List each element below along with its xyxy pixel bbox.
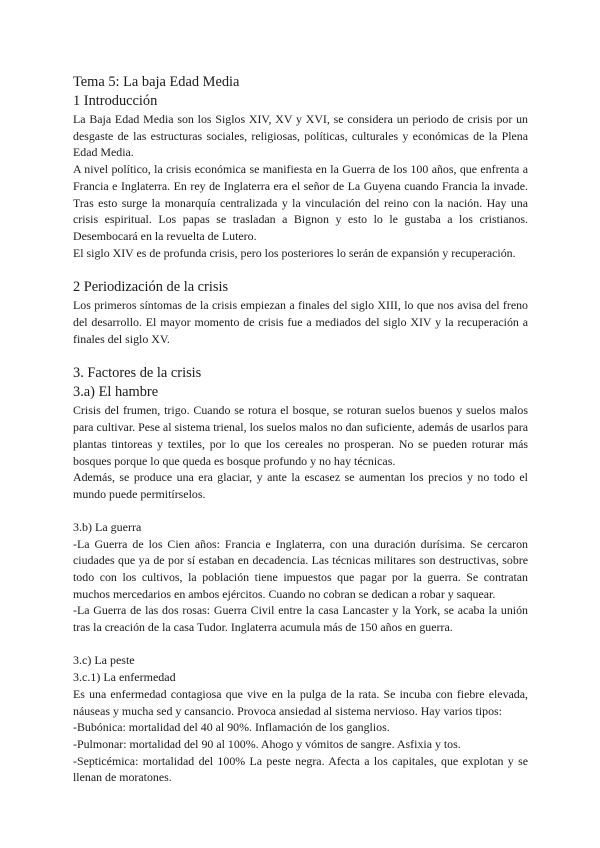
subsection-heading-hambre: 3.a) El hambre: [73, 384, 159, 401]
paragraph: La Baja Edad Media son los Siglos XIV, XV y XVI, se considera un periodo de crisis por un desgaste de las estructuras sociales, religiosas, políticas, culturales y económicas de la Plena Edad Media.: [73, 112, 528, 160]
paragraph: -La Guerra de los Cien años: Francia e Inglaterra, con una duración durísima. Se cercaron ciudades que ya de por sí estaban en decadencia. Las técnicas militares son destructivas, sobre todo con los cultivos, la población tiene impuestos que pagar por la guerra. Se contratan muchos mercedarios en ambos ejércitos. Cuando no cobran se dedican a robar y saquear.: [73, 536, 528, 601]
subsection-heading-guerra: 3.b) La guerra: [73, 519, 142, 534]
paragraph: Además, se produce una era glaciar, y ante la escasez se aumentan los precios y no todo el mundo puede permitírselos.: [73, 470, 528, 501]
list-item: -Pulmonar: mortalidad del 90 al 100%. Ahogo y vómitos de sangre. Asfixia y tos.: [73, 736, 461, 751]
paragraph: Es una enfermedad contagiosa que vive en la pulga de la rata. Se incuba con fiebre elevada, náuseas y mucha sed y cansancio. Provoca ansiedad al sistema nervioso. Hay varios tipos:: [73, 686, 528, 718]
paragraph: A nivel político, la crisis económica se manifiesta en la Guerra de los 100 años, que enfrenta a Francia e Inglaterra. En rey de Inglaterra era el señor de La Guyena cuando Francia la invade. Tras esto surge la monarquía centralizada y la vinculación del reino con la nación. Hay una crisis espiritual. Los papas se trasladan a Bignon y esto lo le gustaba a los cristianos. Desembocará en la revuelta de Lutero.: [73, 162, 528, 243]
subsection-heading-peste: 3.c) La peste: [73, 652, 135, 667]
section-heading-periodizacion: 2 Periodización de la crisis: [73, 279, 229, 296]
section-heading-factores: 3. Factores de la crisis: [73, 365, 202, 382]
paragraph: Los primeros síntomas de la crisis empiezan a finales del siglo XIII, lo que nos avisa del freno del desarrollo. El mayor momento de crisis fue a mediados del siglo XIV y la recuperación a finales del siglo XV.: [73, 298, 528, 346]
paragraph: Crisis del frumen, trigo. Cuando se rotura el bosque, se roturan suelos buenos y suelos malos para cultivar. Pese al sistema trienal, los suelos malos no dan suficiente, además de usarlos para plantas tintoreas y textiles, por lo que los cereales no prosperan. No se pueden roturar más bosques porque lo que queda es bosque profundo y no hay técnicas.: [73, 403, 528, 468]
paragraph: -La Guerra de las dos rosas: Guerra Civil entre la casa Lancaster y la York, se acaba la unión tras la creación de la casa Tudor. Inglaterra acumula más de 150 años en guerra.: [73, 603, 528, 635]
subsection-heading-enfermedad: 3.c.1) La enfermedad: [73, 669, 176, 684]
paragraph: El siglo XIV es de profunda crisis, pero los posteriores lo serán de expansión y recuperación.: [73, 245, 516, 260]
list-item: -Bubónica: mortalidad del 40 al 90%. Inflamación de los ganglios.: [73, 720, 390, 735]
list-item: -Septicémica: mortalidad del 100% La peste negra. Afecta a los capitales, que explotan y se llenan de moratones.: [73, 753, 528, 785]
section-heading-introduccion: 1 Introducción: [73, 93, 158, 109]
page-title: Tema 5: La baja Edad Media: [73, 74, 240, 90]
